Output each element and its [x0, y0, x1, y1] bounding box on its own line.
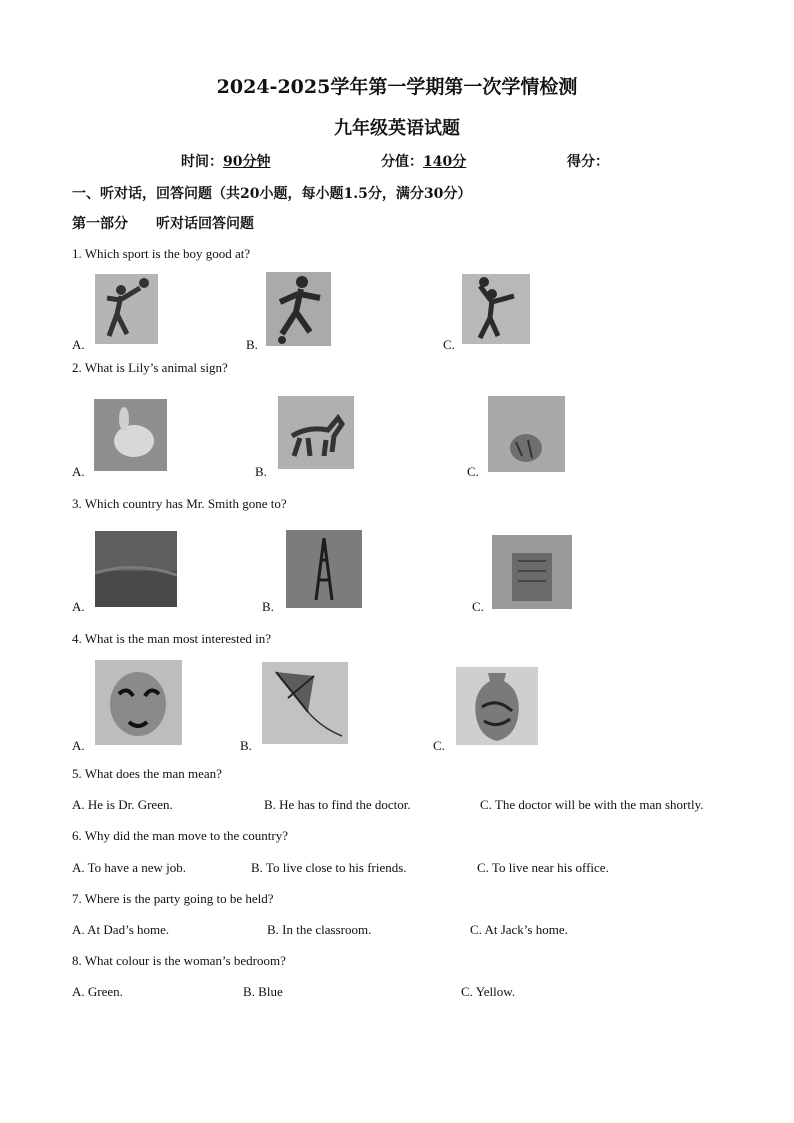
- q2-option-c: C.: [467, 464, 479, 479]
- question-7: 7. Where is the party going to be held?: [72, 891, 274, 906]
- kite-image: [262, 662, 348, 744]
- question-6: 6. Why did the man move to the country?: [72, 828, 289, 843]
- q3-option-c: C.: [472, 599, 484, 614]
- landscape-image: [95, 531, 177, 607]
- exam-subtitle: 九年级英语试题: [334, 118, 460, 139]
- q6-option-a: A. To have a new job.: [72, 860, 187, 875]
- eiffel-tower-image: [286, 530, 362, 608]
- points-label: 得分：: [567, 154, 609, 170]
- score-label: 分值：: [381, 154, 423, 170]
- q8-option-a: A. Green.: [72, 984, 123, 999]
- question-8: 8. What colour is the woman’s bedroom?: [72, 953, 286, 968]
- section-title: 一、听对话，回答问题（共20小题，每小题1.5分，满分30分）: [72, 186, 472, 202]
- score-value: 140分: [423, 154, 467, 170]
- q8-option-c: C. Yellow.: [461, 984, 516, 999]
- q5-option-a: A. He is Dr. Green.: [72, 797, 173, 812]
- q7-option-a: A. At Dad’s home.: [72, 922, 170, 937]
- horse-image: [278, 396, 354, 469]
- q6-option-b: B. To live close to his friends.: [251, 860, 407, 875]
- opera-mask-image: [95, 660, 182, 745]
- tiger-image: [488, 396, 565, 472]
- volleyball-spike-image: [462, 274, 530, 344]
- time-info: [181, 151, 270, 171]
- q3-option-a: A.: [72, 599, 85, 614]
- exam-title: 2024-2025学年第一学期第一次学情检测: [216, 76, 578, 98]
- q7-option-c: C. At Jack’s home.: [470, 922, 568, 937]
- q2-option-a: A.: [72, 464, 85, 479]
- q3-option-b: B.: [262, 599, 274, 614]
- q5-option-b: B. He has to find the doctor.: [264, 797, 411, 812]
- q4-option-a: A.: [72, 738, 85, 753]
- q1-option-c: C.: [443, 337, 455, 352]
- question-4: 4. What is the man most interested in?: [72, 631, 272, 646]
- q4-option-b: B.: [240, 738, 252, 753]
- question-3: 3. Which country has Mr. Smith gone to?: [72, 496, 287, 511]
- question-5: 5. What does the man mean?: [72, 766, 222, 781]
- q7-option-b: B. In the classroom.: [267, 922, 372, 937]
- football-player-image: [266, 272, 331, 346]
- volleyball-player-image: [95, 274, 158, 344]
- q1-option-b: B.: [246, 337, 258, 352]
- q4-option-c: C.: [433, 738, 445, 753]
- time-label: 时间：: [181, 154, 223, 170]
- q8-option-b: B. Blue: [243, 984, 283, 999]
- question-1: 1. Which sport is the boy good at?: [72, 246, 251, 261]
- part-title: 第一部分 听对话回答问题: [72, 216, 254, 232]
- score-info: [381, 151, 466, 171]
- question-2: 2. What is Lily’s animal sign?: [72, 360, 228, 375]
- rabbit-image: [94, 399, 167, 471]
- building-image: [492, 535, 572, 609]
- q1-option-a: A.: [72, 337, 85, 352]
- time-value: 90分钟: [223, 154, 271, 170]
- vase-image: [456, 667, 538, 745]
- q6-option-c: C. To live near his office.: [477, 860, 609, 875]
- q2-option-b: B.: [255, 464, 267, 479]
- q5-option-c: C. The doctor will be with the man shortly.: [480, 797, 704, 812]
